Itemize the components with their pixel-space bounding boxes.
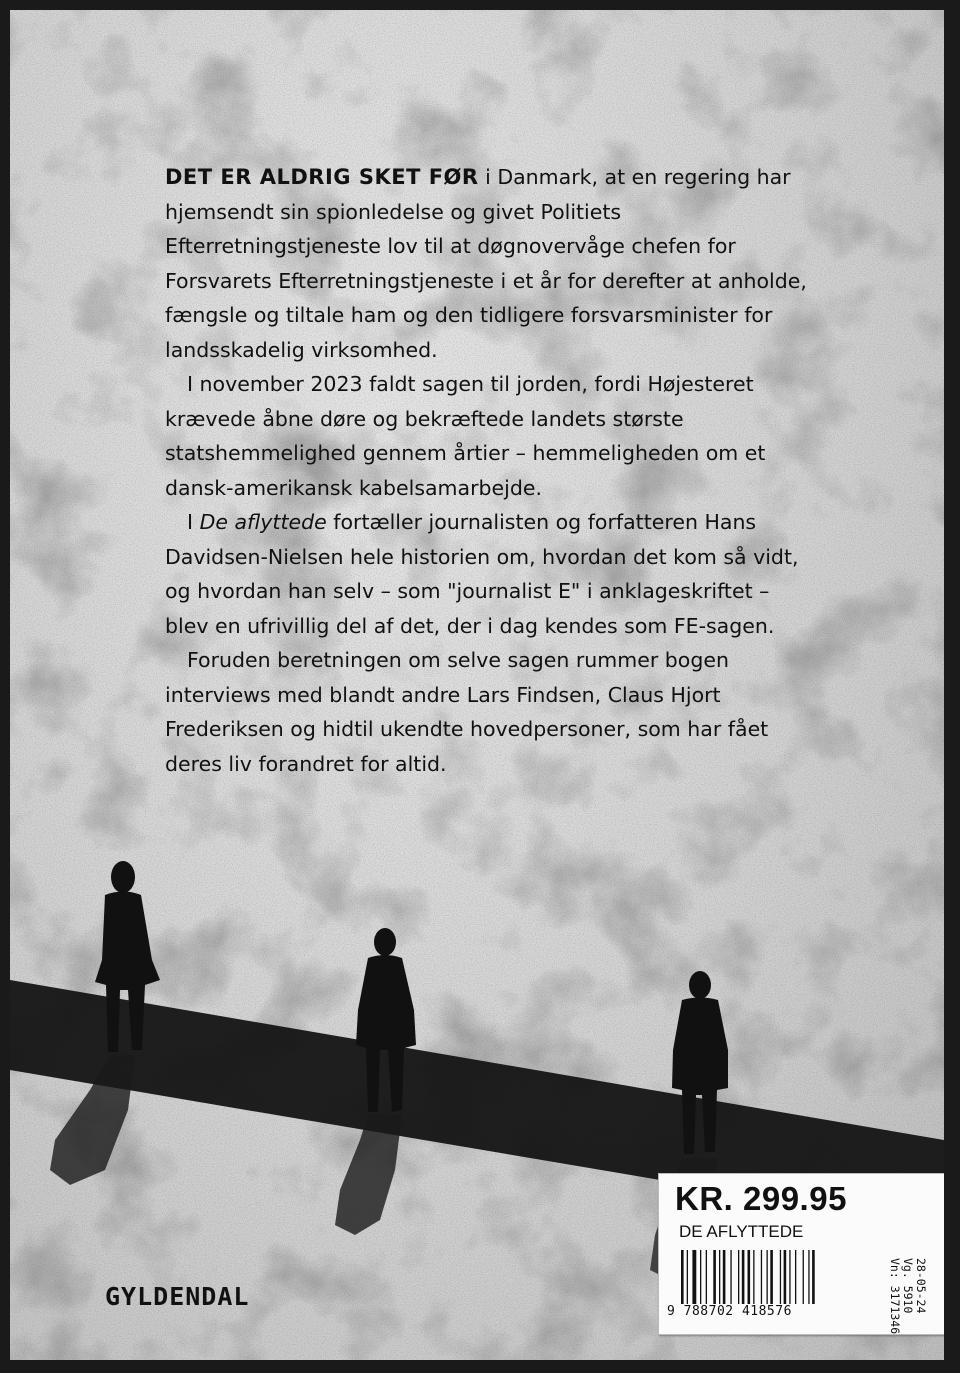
price-sticker <box>658 1173 944 1335</box>
blurb-lead-caps: DET ER ALDRIG SKET FØR <box>165 165 479 189</box>
book-title-italic: De aflyttede <box>199 510 327 534</box>
blurb-paragraph-2: I november 2023 faldt sagen til jorden, fordi Højesteret krævede åbne døre og bekræftede landets største statshemmelighed gennem årtier – hemmeligheden om et dansk-amerikansk kabelsamarbejde. <box>165 372 766 500</box>
sticker-meta <box>888 1258 927 1348</box>
sticker-meta-vn: Vn: 3171346 <box>888 1258 902 1335</box>
blurb-paragraph-4: Foruden beretningen om selve sagen rummer bogen interviews med blandt andre Lars Findsen, Claus Hjort Frederiksen og hidtil ukendte hovedpersoner, som har fået deres liv forandret for altid. <box>165 648 769 776</box>
blurb-text: I <box>187 510 200 534</box>
barcode-icon <box>679 1250 859 1304</box>
sticker-book-title: DE AFLYTTEDE <box>679 1222 804 1241</box>
publisher-logo: GYLDENDAL <box>105 1282 250 1311</box>
silhouette-shadow-2 <box>335 1115 402 1235</box>
blurb-text: i Danmark, at en regering har hjemsendt sin spionledelse og givet Politiets Efterretningstjeneste lov til at døgnovervåge chefen for Forsvarets Efterretningstjeneste i et år for derefter at anholde, fængsle og tiltale ham og den tidligere forsvarsminister for landsskadelig virksomhed. <box>165 165 807 362</box>
blurb-paragraph-1 <box>165 160 815 367</box>
price-label: KR. 299.95 <box>675 1180 847 1217</box>
book-back-cover <box>10 10 944 1360</box>
sticker-meta-date: 28-05-24 <box>914 1258 928 1314</box>
back-cover-blurb <box>165 160 815 781</box>
blurb-paragraph-3 <box>165 505 815 643</box>
blurb-text: fortæller journalisten og forfatteren Hans Davidsen-Nielsen hele historien om, hvordan det kom så vidt, og hvordan han selv – som "journalist E" i anklageskriftet – blev en ufrivillig del af det, der i dag kendes som FE-sagen. <box>165 510 799 638</box>
barcode-number: 9 788702 418576 <box>667 1304 792 1319</box>
sticker-meta-vg: Vg. 5910 <box>901 1258 915 1314</box>
